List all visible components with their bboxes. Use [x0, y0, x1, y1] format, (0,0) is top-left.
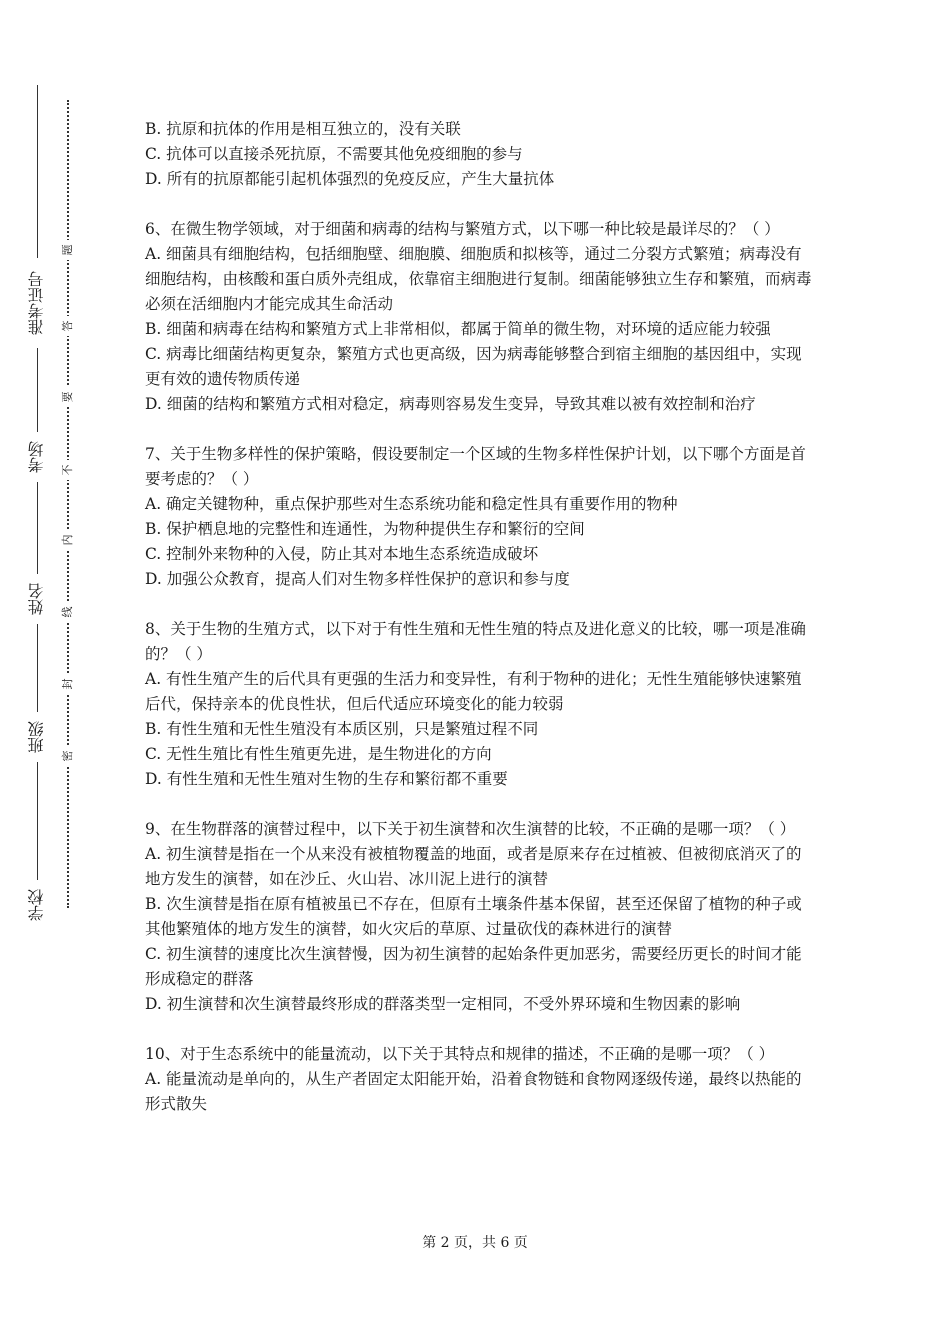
option-a: A. 细菌具有细胞结构，包括细胞壁、细胞膜、细胞质和拟核等，通过二分裂方式繁殖；病毒没有细胞结构，由核酸和蛋白质外壳组成，依靠宿主细胞进行复制。细菌能够独立生存和繁殖，而病毒必须在活细胞内才能完成其生命活动 [145, 245, 812, 313]
option-b: B. 抗原和抗体的作用是相互独立的，没有关联 [145, 120, 461, 138]
field-school: 学校 [20, 880, 54, 930]
field-exam-number: 准考证号 [20, 258, 54, 348]
option-c: C. 病毒比细菌结构更复杂，繁殖方式也更高级，因为病毒能够整合到宿主细胞的基因组中，实现更有效的遗传物质传递 [145, 345, 802, 388]
option-d: D. 加强公众教育，提高人们对生物多样性保护的意识和参与度 [145, 570, 570, 588]
question-stem: 9、在生物群落的演替过程中，以下关于初生演替和次生演替的比较，不正确的是哪一项？（ ） [145, 820, 796, 838]
option-b: B. 有性生殖和无性生殖没有本质区别，只是繁殖过程不同 [145, 720, 539, 738]
margin-solid-line [37, 85, 38, 905]
option-c: C. 抗体可以直接杀死抗原，不需要其他免疫细胞的参与 [145, 145, 523, 163]
exam-content [145, 117, 815, 1117]
option-c: C. 控制外来物种的入侵，防止其对本地生态系统造成破坏 [145, 545, 539, 563]
question-9 [145, 817, 815, 1017]
option-c: C. 无性生殖比有性生殖更先进，是生物进化的方向 [145, 745, 492, 763]
question-6 [145, 217, 815, 417]
option-d: D. 初生演替和次生演替最终形成的群落类型一定相同，不受外界环境和生物因素的影响 [145, 995, 741, 1013]
question-10 [145, 1042, 815, 1117]
question-stem: 7、关于生物多样性的保护策略，假设要制定一个区域的生物多样性保护计划，以下哪个方面是首要考虑的？（ ） [145, 445, 806, 488]
seal-char: 线 [58, 602, 78, 622]
seal-char: 封 [58, 674, 78, 694]
option-b: B. 细菌和病毒在结构和繁殖方式上非常相似，都属于简单的微生物，对环境的适应能力较强 [145, 320, 771, 338]
question-5-continued [145, 117, 815, 192]
option-a: A. 能量流动是单向的，从生产者固定太阳能开始，沿着食物链和食物网逐级传递，最终以热能的形式散失 [145, 1070, 802, 1113]
question-8 [145, 617, 815, 792]
seal-char: 内 [58, 530, 78, 550]
question-stem: 8、关于生物的生殖方式，以下对于有性生殖和无性生殖的特点及进化意义的比较，哪一项是准确的？（ ） [145, 620, 806, 663]
seal-char: 答 [58, 316, 78, 336]
seal-char: 题 [58, 240, 78, 260]
option-d: D. 所有的抗原都能引起机体强烈的免疫反应，产生大量抗体 [145, 170, 555, 188]
seal-char: 不 [58, 460, 78, 480]
binding-margin [0, 0, 90, 1344]
seal-char: 密 [58, 746, 78, 766]
seal-dotted-line [67, 100, 69, 908]
seal-char: 要 [58, 387, 78, 407]
question-stem: 10、对于生态系统中的能量流动，以下关于其特点和规律的描述，不正确的是哪一项？（ ） [145, 1045, 775, 1063]
field-class: 班级 [20, 712, 54, 762]
option-d: D. 有性生殖和无性生殖对生物的生存和繁衍都不重要 [145, 770, 508, 788]
page-footer: 第 2 页，共 6 页 [422, 1235, 528, 1251]
option-a: A. 初生演替是指在一个从来没有被植物覆盖的地面，或者是原来存在过植被、但被彻底消灭了的地方发生的演替，如在沙丘、火山岩、冰川泥上进行的演替 [145, 845, 802, 888]
option-c: C. 初生演替的速度比次生演替慢，因为初生演替的起始条件更加恶劣，需要经历更长的时间才能形成稳定的群落 [145, 945, 802, 988]
option-d: D. 细菌的结构和繁殖方式相对稳定，病毒则容易发生变异，导致其难以被有效控制和治疗 [145, 395, 756, 413]
option-a: A. 有性生殖产生的后代具有更强的生活力和变异性，有利于物种的进化；无性生殖能够快速繁殖后代，保持亲本的优良性状，但后代适应环境变化的能力较弱 [145, 670, 802, 713]
field-exam-room: 考场 [20, 432, 54, 482]
option-a: A. 确定关键物种，重点保护那些对生态系统功能和稳定性具有重要作用的物种 [145, 495, 678, 513]
option-b: B. 保护栖息地的完整性和连通性，为物种提供生存和繁衍的空间 [145, 520, 585, 538]
option-b: B. 次生演替是指在原有植被虽已不存在，但原有土壤条件基本保留，甚至还保留了植物的种子或其他繁殖体的地方发生的演替，如火灾后的草原、过量砍伐的森林进行的演替 [145, 895, 802, 938]
field-name: 姓名 [20, 574, 54, 624]
question-stem: 6、在微生物学领域，对于细菌和病毒的结构与繁殖方式，以下哪一种比较是最详尽的？（ ） [145, 220, 780, 238]
question-7 [145, 442, 815, 592]
